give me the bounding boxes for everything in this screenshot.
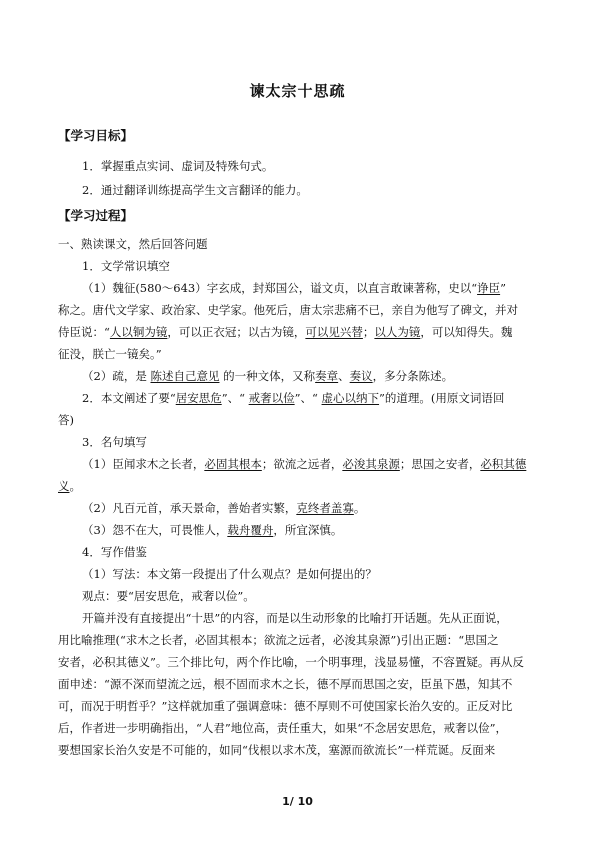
answer-underline: 奏章 [315, 369, 339, 383]
q1-line-3 [58, 324, 512, 340]
q1-title: 1．文学常识填空 [82, 259, 170, 273]
answer-underline: 可以见兴替 [305, 325, 363, 339]
q3-line-3 [82, 500, 365, 516]
text-segment: 2．本文阐述了要“ [82, 391, 176, 405]
paragraph-line: 要想国家长治久安是不可能的，如同“伐根以求木茂，塞源而欲流长”一样荒诞。反面来 [58, 743, 496, 757]
text-segment: 的一种文体，又称 [219, 369, 316, 383]
q1-line-1 [82, 280, 506, 296]
text-segment: ； [362, 325, 375, 339]
text-segment: ”的道理。(用原文词语回 [379, 391, 505, 405]
goal-item-1: 1．掌握重点实词、虚词及特殊句式。 [82, 159, 274, 173]
paragraph-line: 用比喻推理(“求木之长者，必固其根本；欲流之远者，必浚其泉源”)引出正题：“思国之 [58, 633, 499, 647]
q2-line-1 [82, 390, 504, 406]
answer-underline: 戒奢以俭 [248, 391, 295, 405]
paragraph-line: 安者，必积其德义”。三个排比句，两个作比喻，一个明事理，浅显易懂，不容置疑。再从反 [58, 655, 524, 669]
paragraph-line: 后，作者进一步明确指出，“人君”地位高，责任重大，如果“不念居安思危，戒奢以俭”， [58, 721, 508, 735]
text-segment: （3）怨不在大，可畏惟人， [82, 523, 228, 537]
q3-line-4 [82, 522, 342, 538]
text-segment: ，所宜深慎。 [273, 523, 343, 537]
q4-line-2: 观点：要“居安思危，戒奢以俭”。 [82, 589, 255, 603]
answer-underline: 居安思危 [175, 391, 222, 405]
answer-underline: 必积其德 [480, 457, 527, 471]
answer-underline: 载舟覆舟 [227, 523, 274, 537]
answer-underline: 以人为镜 [374, 325, 421, 339]
text-segment: （2）凡百元首，承天景命，善始者实繁， [82, 501, 297, 515]
text-segment: （1）臣闻求木之长者， [82, 457, 205, 471]
text-segment: 。 [353, 501, 366, 515]
text-segment: ”、“ [221, 391, 249, 405]
q3-line-1 [82, 456, 526, 472]
q2-line-2: 答) [58, 413, 74, 427]
q3-title: 3．名句填写 [82, 435, 147, 449]
answer-underline: 诤臣 [477, 281, 501, 295]
q1-line-2: 称之。唐代文学家、政治家、史学家。他死后，唐太宗悲痛不已，亲自为他写了碑文，并对 [58, 303, 518, 317]
paragraph-line: 开篇并没有直接提出“十思”的内容，而是以生动形象的比喻打开话题。先从正面说， [82, 611, 508, 625]
answer-underline: 必浚其泉源 [342, 457, 400, 471]
text-segment: ；思国之安者， [399, 457, 481, 471]
q4-title: 4．写作借鉴 [82, 545, 147, 559]
learning-goals-heading: 【学习目标】 [58, 128, 134, 143]
q3-line-2 [58, 478, 81, 494]
text-segment: ，可以正衣冠；以古为镜， [167, 325, 306, 339]
answer-underline: 奏议 [349, 369, 373, 383]
goal-item-2: 2．通过翻译训练提高学生文言翻译的能力。 [82, 183, 308, 197]
answer-underline: 克终者盖寡 [296, 501, 354, 515]
page-title: 谏太宗十思疏 [249, 82, 346, 100]
answer-underline: 必固其根本 [204, 457, 262, 471]
paragraph-line: 可，而况于明哲乎？”这样就加重了强调意味：德不厚则不可使国家长治久安的。正反对比 [58, 699, 513, 713]
text-segment: 。 [69, 479, 81, 493]
q1-line-5 [82, 368, 453, 384]
page-number: 1/ 10 [282, 795, 313, 808]
text-segment: ”、“ [294, 391, 322, 405]
answer-underline: 义 [58, 479, 70, 493]
text-segment: ；欲流之远者， [261, 457, 343, 471]
q1-line-4: 征没，朕亡一镜矣。” [58, 347, 162, 361]
text-segment: ，可以知得失。魏 [420, 325, 513, 339]
answer-underline: 虚心以纳下 [321, 391, 380, 405]
answer-underline: 陈述自己意见 [150, 369, 220, 383]
text-segment: 侍臣说：“ [58, 325, 110, 339]
text-segment: 、 [338, 369, 350, 383]
learning-process-heading: 【学习过程】 [58, 208, 134, 223]
q4-line-1: （1）写法：本文第一段提出了什么观点？是如何提出的？ [82, 567, 377, 581]
text-segment: （1）魏征(580～643）字玄成，封郑国公，谥文贞，以直言敢谏著称，史以“ [82, 281, 478, 295]
section-1-heading: 一、熟读课文，然后回答问题 [58, 237, 208, 251]
paragraph-line: 面申述：“源不深而望流之远，根不固而求木之长，德不厚而思国之安，臣虽下愚，知其不 [58, 677, 513, 691]
text-segment: （2）疏，是 [82, 369, 151, 383]
answer-underline: 人以铜为镜 [109, 325, 168, 339]
text-segment: ” [500, 281, 506, 295]
text-segment: ，多分条陈述。 [372, 369, 454, 383]
